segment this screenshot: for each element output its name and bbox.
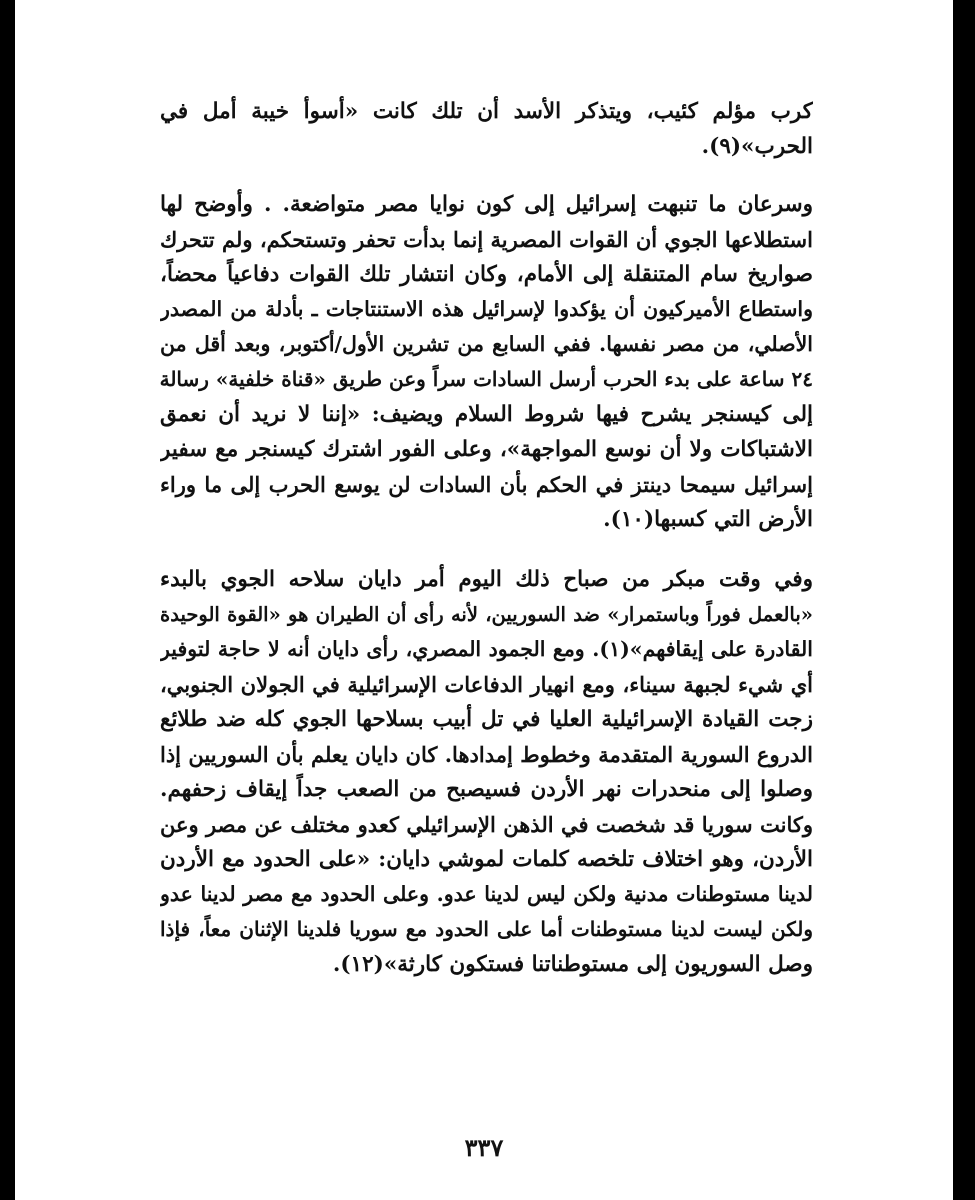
text-line: الاشتباكات ولا أن نوسع المواجهة»، وعلى الفور اشترك كيسنجر مع سفير xyxy=(160,437,813,462)
text-line: وصلوا إلى منحدرات نهر الأردن فسيصبح من الصعب جداً إيقاف زحفهم. xyxy=(160,777,813,802)
text-line: صواريخ سام المتنقلة إلى الأمام، وكان انتشار تلك القوات دفاعياً محضاً، xyxy=(160,262,813,287)
text-line: الأصلي، من مصر نفسها. ففي السابع من تشرين الأول/أكتوبر، وبعد أقل من xyxy=(160,332,813,356)
text-line: إسرائيل سيمحا دينتز في الحكم بأن السادات لن يوسع الحرب إلى ما وراء xyxy=(160,472,813,497)
page-number: ٣٣٧ xyxy=(464,1133,504,1162)
text-line: القادرة على إيقافهم»(١). ومع الجمود المصري، رأى دايان أنه لا حاجة لتوفير xyxy=(160,637,813,661)
text-line: وكانت سوريا قد شخصت في الذهن الإسرائيلي كعدو مختلف عن مصر وعن xyxy=(160,812,813,837)
text-line: لدينا مستوطنات مدنية ولكن ليس لدينا عدو. وعلى الحدود مع مصر لدينا عدو xyxy=(160,882,813,906)
book-page xyxy=(15,0,953,1200)
text-line: واستطاع الأميركيون أن يؤكدوا لإسرائيل هذه الاستنتاجات ـ بأدلة من المصدر xyxy=(160,297,813,321)
text-line: ٢٤ ساعة على بدء الحرب أرسل السادات سراً وعن طريق «قناة خلفية» رسالة xyxy=(160,367,813,391)
paragraph-3 xyxy=(160,562,813,982)
text-line: إلى كيسنجر يشرح فيها شروط السلام ويضيف: «إننا لا نريد أن نعمق xyxy=(160,402,813,427)
text-line: وفي وقت مبكر من صباح ذلك اليوم أمر دايان سلاحه الجوي بالبدء xyxy=(160,567,813,592)
text-line: أي شيء لجبهة سيناء، ومع انهيار الدفاعات الإسرائيلية في الجولان الجنوبي، xyxy=(160,672,813,697)
text-line: الأرض التي كسبها(١٠). xyxy=(603,507,813,532)
text-line: «بالعمل فوراً وباستمرار» ضد السوريين، لأنه رأى أن الطيران هو «القوة الوحيدة xyxy=(160,603,813,626)
text-line: الدروع السورية المتقدمة وخطوط إمدادها. كان دايان يعلم بأن السوريين إذا xyxy=(160,742,813,767)
page-body xyxy=(160,94,813,982)
text-line: الحرب»(٩). xyxy=(701,134,813,159)
text-line: الأردن، وهو اختلاف تلخصه كلمات لموشي دايان: «على الحدود مع الأردن xyxy=(160,847,813,872)
text-line: وصل السوريون إلى مستوطناتنا فستكون كارثة»(١٢). xyxy=(332,952,813,977)
text-line: استطلاعها الجوي أن القوات المصرية إنما بدأت تحفر وتستحكم، ولم تتحرك xyxy=(160,227,813,252)
paragraph-1 xyxy=(160,94,813,164)
text-line: زجت القيادة الإسرائيلية العليا في تل أبيب بسلاحها الجوي كله ضد طلائع xyxy=(160,707,813,732)
text-line: كرب مؤلم كئيب، ويتذكر الأسد أن تلك كانت «أسوأ خيبة أمل في xyxy=(160,99,813,124)
text-line: ولكن ليست لدينا مستوطنات أما على الحدود مع سوريا فلدينا الإثنان معاً، فإذا xyxy=(160,917,813,941)
text-line: وسرعان ما تنبهت إسرائيل إلى كون نوايا مصر متواضعة. . وأوضح لها xyxy=(160,192,813,217)
paragraph-2 xyxy=(160,187,813,537)
